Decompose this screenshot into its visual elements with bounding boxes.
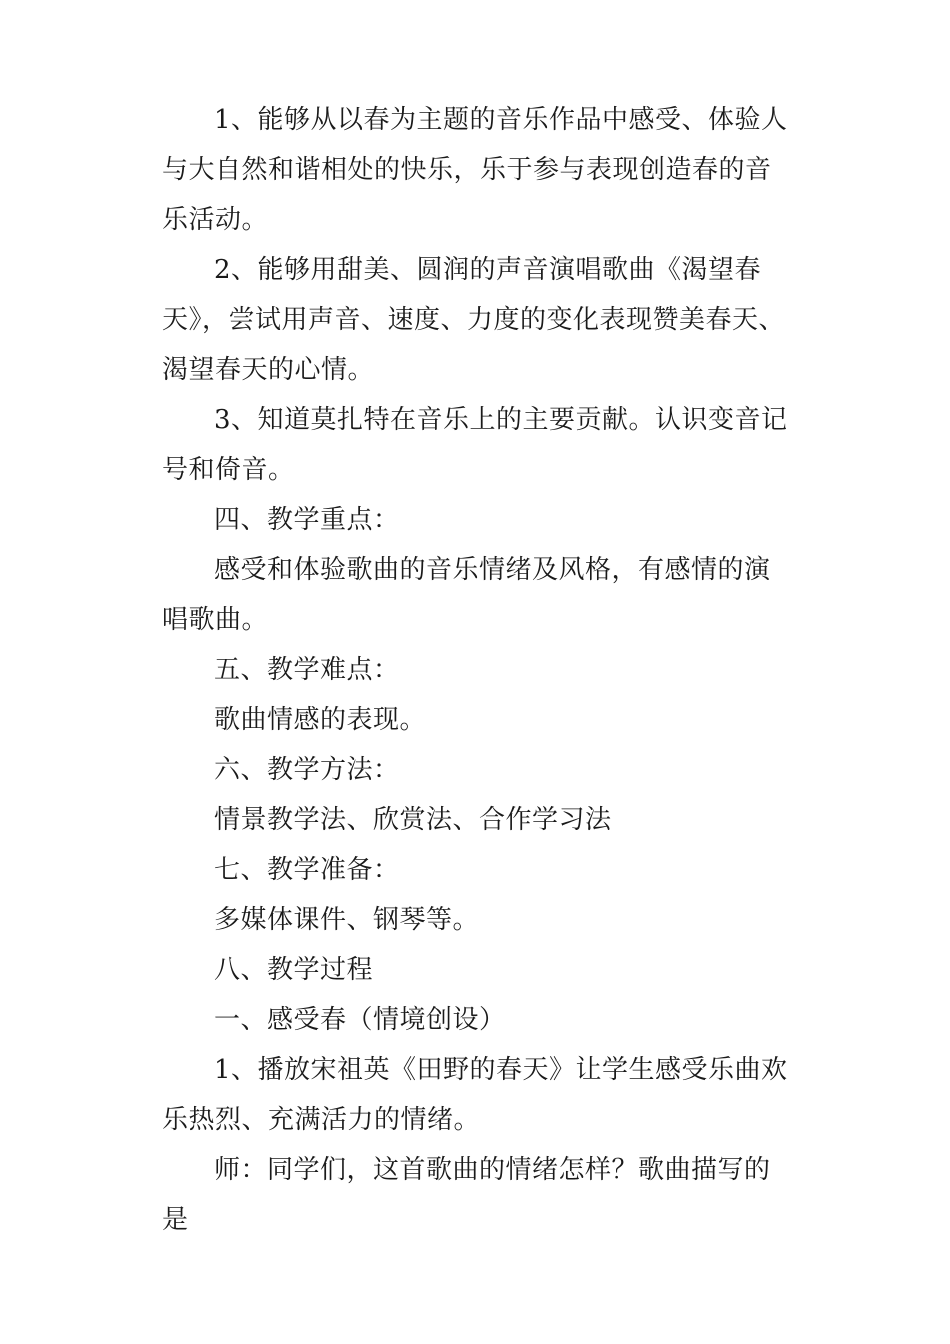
subheading-feel-spring: 一、感受春（情境创设） [214, 1005, 506, 1035]
paragraph-preparation: 多媒体课件、钢琴等。 [214, 905, 480, 935]
heading-key-points: 四、教学重点： [214, 505, 400, 535]
paragraph-key-points: 感受和体验歌曲的音乐情绪及风格，有感情的演唱歌曲。 [162, 555, 771, 635]
heading-methods: 六、教学方法： [214, 755, 400, 785]
paragraph-teacher-question: 师：同学们，这首歌曲的情绪怎样？歌曲描写的是 [162, 1155, 771, 1235]
paragraph-objective-3: 3、知道莫扎特在音乐上的主要贡献。认识变音记号和倚音。 [162, 405, 788, 485]
paragraph-methods: 情景教学法、欣赏法、合作学习法 [214, 805, 612, 835]
heading-difficulties: 五、教学难点： [214, 655, 400, 685]
document-body [162, 95, 792, 1245]
heading-preparation: 七、教学准备： [214, 855, 400, 885]
paragraph-objective-2: 2、能够用甜美、圆润的声音演唱歌曲《渴望春天》，尝试用声音、速度、力度的变化表现赞美春天、渴望春天的心情。 [162, 255, 786, 385]
heading-process: 八、教学过程 [214, 955, 374, 985]
paragraph-difficulties: 歌曲情感的表现。 [214, 705, 427, 735]
paragraph-objective-1: 1、能够从以春为主题的音乐作品中感受、体验人与大自然和谐相处的快乐，乐于参与表现创造春的音乐活动。 [162, 105, 788, 235]
paragraph-process-step-1: 1、播放宋祖英《田野的春天》让学生感受乐曲欢乐热烈、充满活力的情绪。 [162, 1055, 788, 1135]
